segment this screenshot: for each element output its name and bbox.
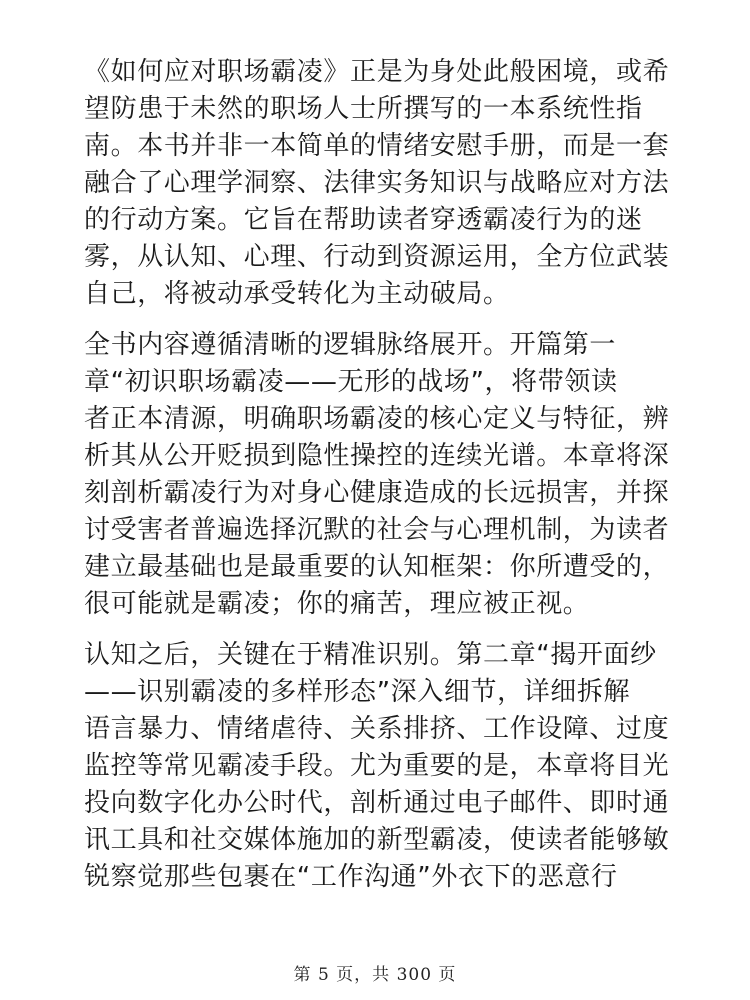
text-line: 很可能就是霸凌；你的痛苦，理应被正视。 [84, 589, 590, 619]
text-line: 监控等常见霸凌手段。尤为重要的是，本章将目光 [84, 751, 670, 781]
text-line: 全书内容遵循清晰的逻辑脉络展开。开篇第一 [84, 330, 617, 360]
text-line: 的行动方案。它旨在帮助读者穿透霸凌行为的迷 [84, 205, 643, 235]
document-body [84, 54, 674, 910]
text-line: 投向数字化办公时代，剖析通过电子邮件、即时通 [84, 788, 670, 818]
text-line: 讯工具和社交媒体施加的新型霸凌，使读者能够敏 [84, 825, 670, 855]
text-line: 刻剖析霸凌行为对身心健康造成的长远损害，并探 [84, 478, 670, 508]
text-line: 锐察觉那些包裹在“工作沟通”外衣下的恶意行 [84, 862, 618, 892]
text-line: 南。本书并非一本简单的情绪安慰手册，而是一套 [84, 131, 670, 161]
text-line: 者正本清源，明确职场霸凌的核心定义与特征，辨 [84, 404, 670, 434]
text-line: ——识别霸凌的多样形态”深入细节，详细拆解 [84, 677, 631, 707]
paragraph-2 [84, 327, 674, 623]
text-line: 融合了心理学洞察、法律实务知识与战略应对方法 [84, 168, 670, 198]
text-line: 望防患于未然的职场人士所撰写的一本系统性指 [84, 94, 643, 124]
paragraph-3 [84, 637, 674, 896]
text-line: 语言暴力、情绪虐待、关系排挤、工作设障、过度 [84, 714, 670, 744]
text-line: 认知之后，关键在于精准识别。第二章“揭开面纱 [84, 640, 657, 670]
text-line: 自己，将被动承受转化为主动破局。 [84, 279, 510, 309]
text-line: 《如何应对职场霸凌》正是为身处此般困境，或希 [84, 57, 670, 87]
text-line: 雾，从认知、心理、行动到资源运用，全方位武装 [84, 242, 670, 272]
text-line: 章“初识职场霸凌——无形的战场”，将带领读 [84, 367, 618, 397]
text-line: 析其从公开贬损到隐性操控的连续光谱。本章将深 [84, 441, 670, 471]
text-line: 建立最基础也是最重要的认知框架：你所遭受的， [84, 552, 670, 582]
page-number-footer: 第 5 页，共 300 页 [293, 965, 457, 985]
paragraph-1 [84, 54, 674, 313]
text-line: 讨受害者普遍选择沉默的社会与心理机制，为读者 [84, 515, 670, 545]
